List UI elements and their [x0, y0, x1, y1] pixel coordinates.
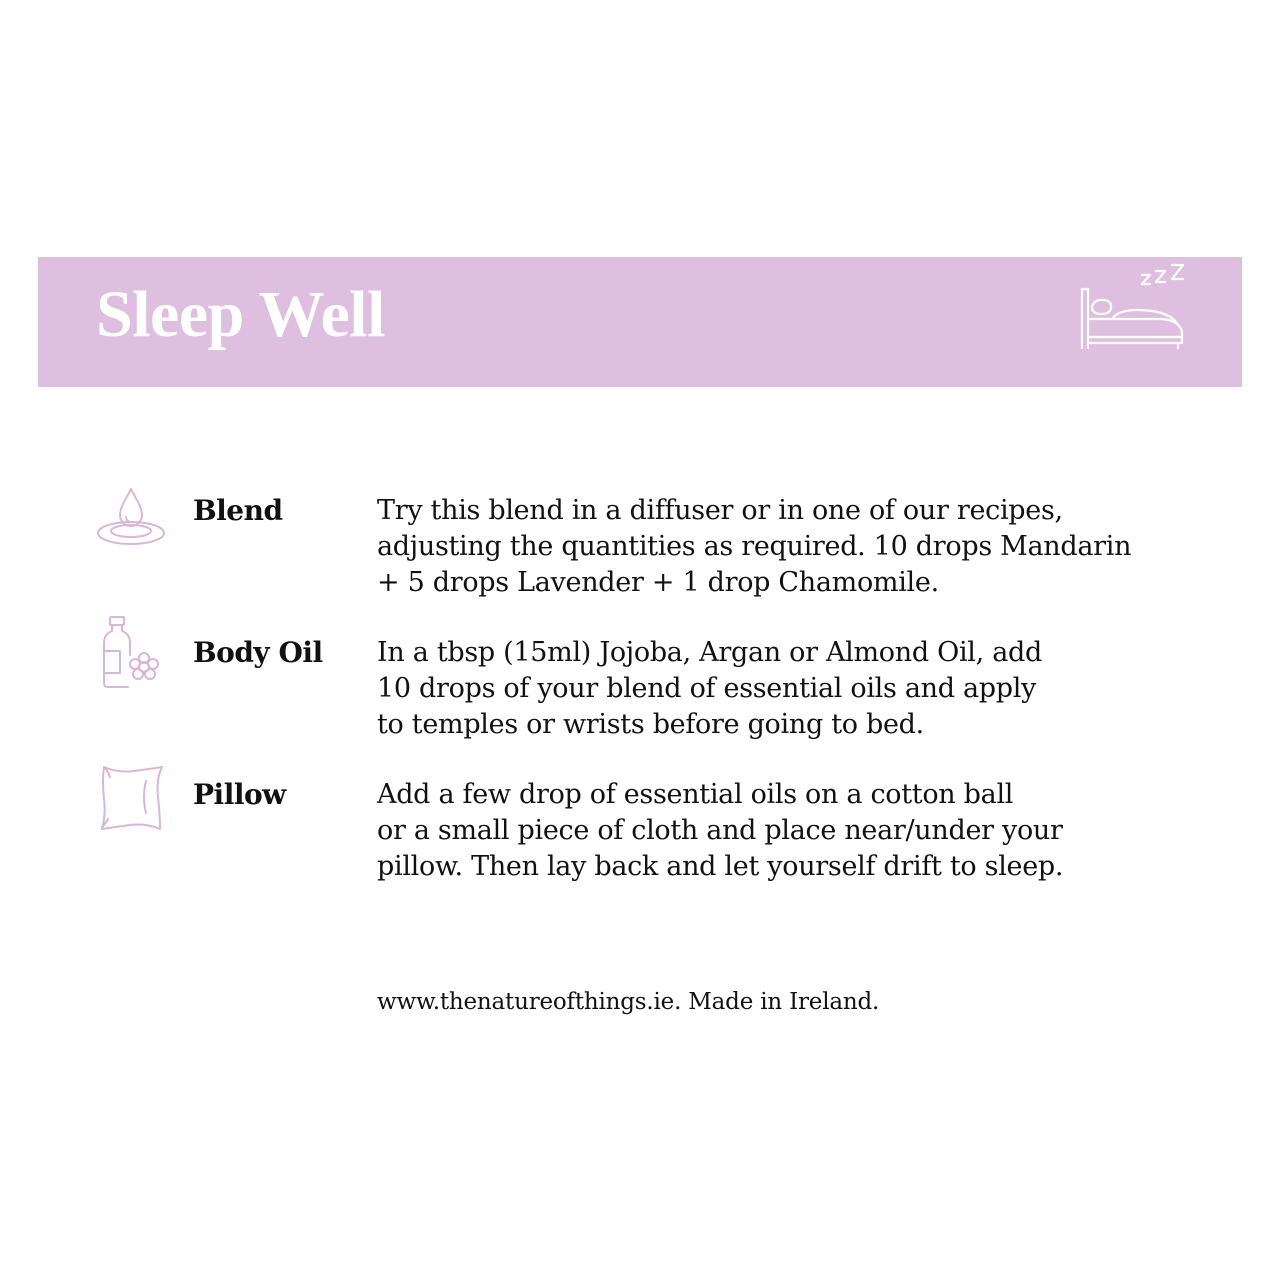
footer-text: www.thenatureofthings.ie. Made in Ireland. — [377, 989, 880, 1015]
section-label: Pillow — [193, 778, 286, 811]
drop-ripple-icon — [96, 483, 166, 555]
description-line: Try this blend in a diffuser or in one of our recipes, — [377, 495, 1063, 526]
oil-bottle-flower-icon — [96, 615, 166, 689]
description-line: to temples or wrists before going to bed. — [377, 709, 924, 740]
description-line: 10 drops of your blend of essential oils and apply — [377, 673, 1037, 704]
description-line: pillow. Then lay back and let yourself drift to sleep. — [377, 851, 1064, 882]
description-line: + 5 drops Lavender + 1 drop Chamomile. — [377, 567, 939, 598]
section-description — [377, 493, 1177, 601]
pillow-icon — [96, 761, 166, 833]
description-line: Add a few drop of essential oils on a cotton ball — [377, 779, 1014, 810]
description-line: In a tbsp (15ml) Jojoba, Argan or Almond Oil, add — [377, 637, 1042, 668]
section-label: Body Oil — [193, 636, 323, 669]
bed-sleep-icon — [1078, 263, 1188, 349]
section-description — [377, 777, 1177, 885]
section-description — [377, 635, 1177, 743]
description-line: or a small piece of cloth and place near/under your — [377, 815, 1063, 846]
header-banner — [38, 257, 1242, 387]
page-title: Sleep Well — [96, 278, 385, 351]
description-line: adjusting the quantities as required. 10 drops Mandarin — [377, 531, 1132, 562]
section-label: Blend — [193, 494, 283, 527]
